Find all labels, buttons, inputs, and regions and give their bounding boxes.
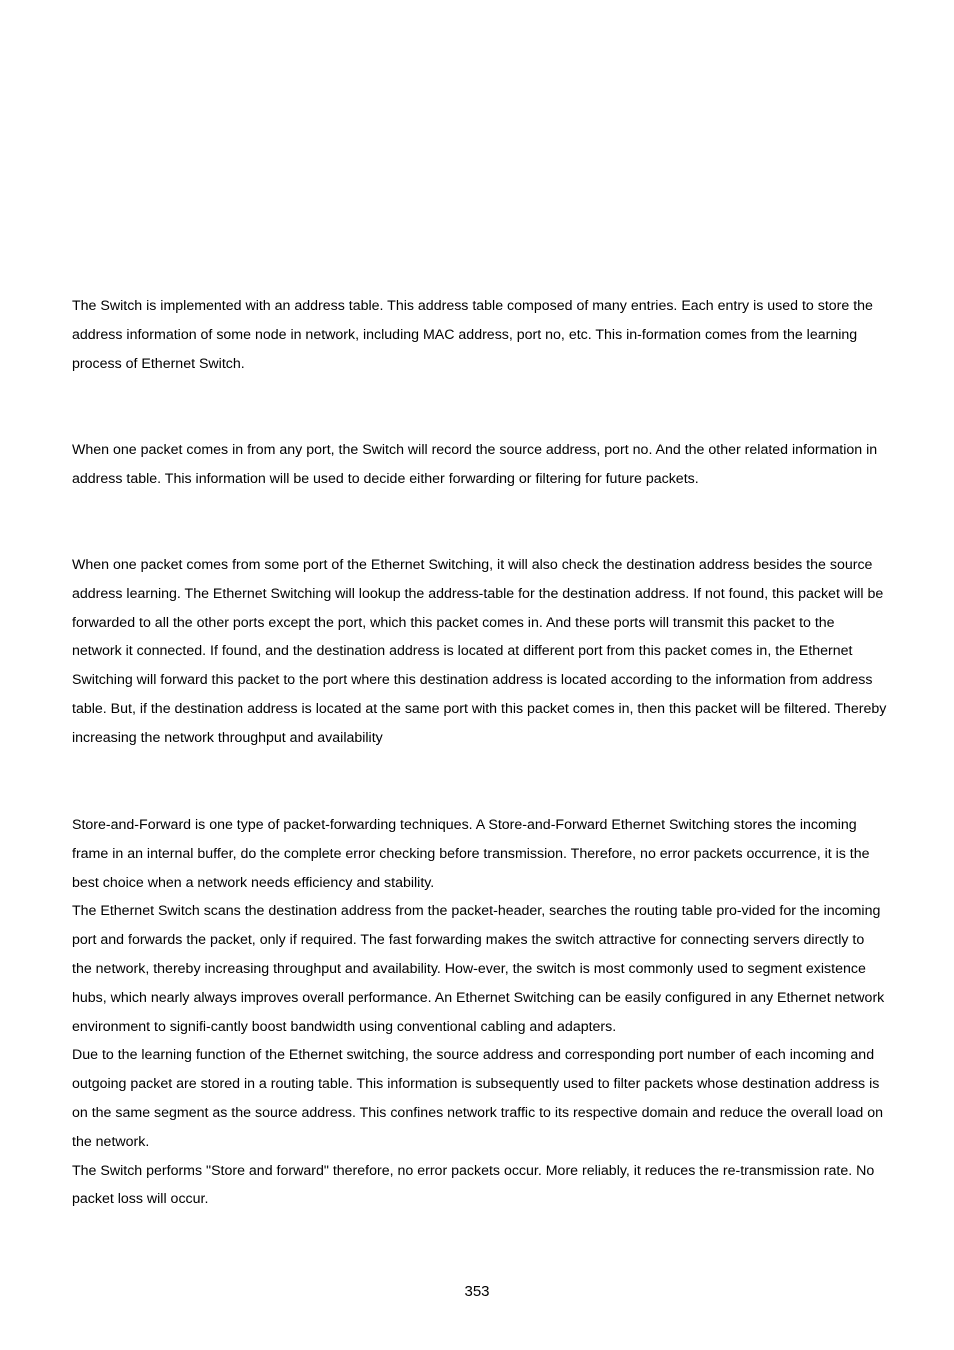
paragraph-source-learning: When one packet comes in from any port, the Switch will record the source address, port no. And the other related information in address table. This information will be used to decide either forwarding or filtering for future packets. <box>72 442 878 487</box>
page-number: 353 <box>464 1283 490 1300</box>
paragraph-learning-function: Due to the learning function of the Ethernet switching, the source address and corresponding port number of each incoming and outgoing packet are stored in a routing table. This information is subsequently used to filter packets whose destination address is on the same segment as the source address. This confines network traffic to its respective domain and reduce the overall load on the network. <box>72 1047 883 1150</box>
paragraph-switch-scan: The Ethernet Switch scans the destination address from the packet-header, searches the routing table pro-vided for the incoming port and forwards the packet, only if required. The fast forwarding makes the switch attractive for connecting servers directly to the network, thereby increasing throughput and availability. How-ever, the switch is most commonly used to segment existence hubs, which nearly always improves overall performance. An Ethernet Switching can be easily configured in any Ethernet network environment to signifi-cantly boost bandwidth using conventional cabling and adapters. <box>72 903 885 1035</box>
paragraph-no-packet-loss: The Switch performs "Store and forward" therefore, no error packets occur. More reliably, it reduces the re-transmission rate. No packet loss will occur. <box>72 1162 875 1208</box>
paragraph-address-table: The Switch is implemented with an address table. This address table composed of many entries. Each entry is used to store the address information of some node in network, including MAC address, port no, etc. This in-formation comes from the learning process of Ethernet Switch. <box>72 298 873 372</box>
paragraph-destination-lookup: When one packet comes from some port of the Ethernet Switching, it will also check the destination address besides the source address learning. The Ethernet Switching will lookup the address-table for the destination address. If not found, this packet will be forwarded to all the other ports except the port, which this packet comes in. And these ports will transmit this packet to the network it connected. If found, and the destination address is located at different port from this packet comes in, the Ethernet Switching will forward this packet to the port where this destination address is located according to the information from address table. But, if the destination address is located at the same port with this packet comes in, then this packet will be filtered. Thereby increasing the network throughput and availability <box>72 557 887 746</box>
paragraph-store-forward-intro: Store-and-Forward is one type of packet-forwarding techniques. A Store-and-Forward Ethernet Switching stores the incoming frame in an internal buffer, do the complete error checking before transmission. Therefore, no error packets occurrence, it is the best choice when a network needs efficiency and stability. <box>72 817 870 891</box>
section-store-and-forward <box>72 811 887 1214</box>
